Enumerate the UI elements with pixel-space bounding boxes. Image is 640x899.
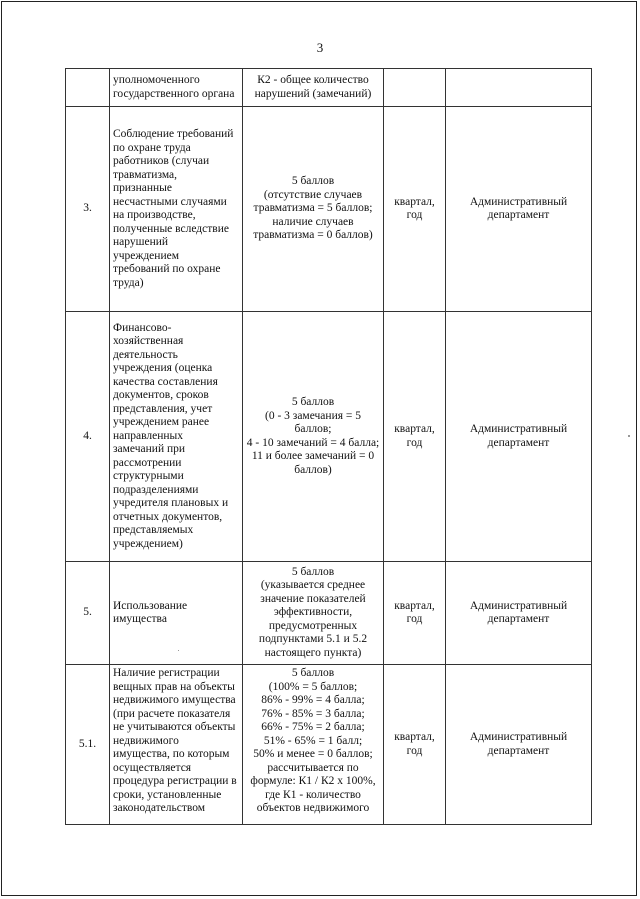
department-cell	[446, 69, 592, 107]
department-cell: Административный департамент	[446, 107, 592, 312]
table-row	[66, 562, 592, 665]
score-cell: 5 баллов (отсутствие случаев травматизма = 5 баллов; наличие случаев травматизма = 0 баллов)	[243, 107, 384, 312]
row-number-cell: 5.1.	[66, 665, 110, 825]
criterion-name-cell: Соблюдение требований по охране труда работников (случаи травматизма, признанные несчастными случаями на производстве, полученные вследствие нарушений учреждением требований по охране труда)	[110, 107, 243, 312]
page-number: 3	[316, 40, 324, 55]
table-row	[66, 312, 592, 562]
row-number-cell	[66, 69, 110, 107]
score-cell: 5 баллов (указывается среднее значение показателей эффективности, предусмотренных подпунктами 5.1 и 5.2 настоящего пункта)	[243, 562, 384, 665]
row-number-cell: 3.	[66, 107, 110, 312]
department-cell: Административный департамент	[446, 312, 592, 562]
criteria-table	[65, 68, 592, 825]
criterion-name-cell: Использование имущества	[110, 562, 243, 665]
row-number-cell: 5.	[66, 562, 110, 665]
department-cell: Административный департамент	[446, 562, 592, 665]
score-cell: К2 - общее количество нарушений (замечаний)	[243, 69, 384, 107]
table-row	[66, 665, 592, 825]
score-cell: 5 баллов (100% = 5 баллов; 86% - 99% = 4 балла; 76% - 85% = 3 балла; 66% - 75% = 2 балла; 51% - 65% = 1 балл; 50% и менее = 0 баллов; рассчитывается по формуле: К1 / К2 х 100%, где К1 - количество объектов недвижимого	[243, 665, 384, 825]
period-cell	[384, 69, 446, 107]
scan-speck	[628, 435, 630, 437]
table-row	[66, 69, 592, 107]
score-cell: 5 баллов (0 - 3 замечания = 5 баллов; 4 - 10 замечаний = 4 балла; 11 и более замечаний = 0 баллов)	[243, 312, 384, 562]
period-cell: квартал, год	[384, 312, 446, 562]
department-cell: Административный департамент	[446, 665, 592, 825]
period-cell: квартал, год	[384, 665, 446, 825]
scan-speck	[178, 650, 179, 651]
table-row	[66, 107, 592, 312]
period-cell: квартал, год	[384, 107, 446, 312]
criterion-name-cell: Финансово- хозяйственная деятельность учреждения (оценка качества составления документов, сроков представления, учет учреждением ранее направленных замечаний при рассмотрении структурными подразделениями учредителя плановых и отчетных документов, представляемых учреждением)	[110, 312, 243, 562]
period-cell: квартал, год	[384, 562, 446, 665]
criterion-name-cell: Наличие регистрации вещных прав на объекты недвижимого имущества (при расчете показателя не учитываются объекты недвижимого имущества, по которым осуществляется процедура регистрации в сроки, установленные законодательством	[110, 665, 243, 825]
row-number-cell: 4.	[66, 312, 110, 562]
criterion-name-cell: уполномоченного государственного органа	[110, 69, 243, 107]
